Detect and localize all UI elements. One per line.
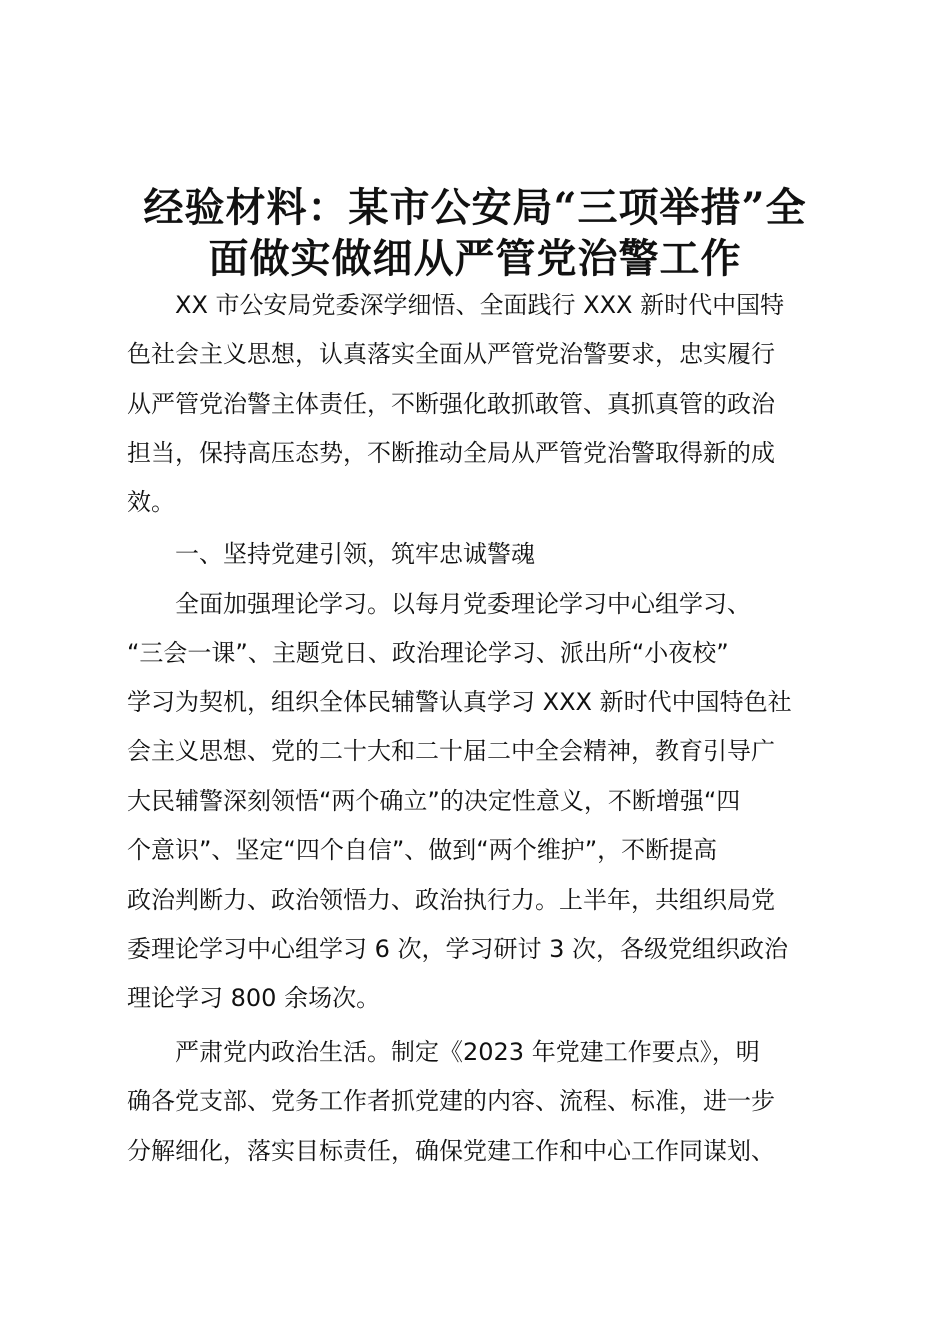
paragraph-intro-line-1: XX 市公安局党委深学细悟、全面践行 XXX 新时代中国特 xyxy=(127,291,785,319)
paragraph-intro-line-4: 担当，保持高压态势，不断推动全局从严管党治警取得新的成 xyxy=(127,439,775,467)
paragraph-study-line-8: 委理论学习中心组学习 6 次，学习研讨 3 次，各级党组织政治 xyxy=(127,935,789,963)
paragraph-study-line-2: “三会一课”、主题党日、政治理论学习、派出所“小夜校” xyxy=(127,639,729,667)
document-title-line-1: 经验材料：某市公安局“三项举措”全 xyxy=(143,184,807,231)
paragraph-study-line-4: 会主义思想、党的二十大和二十届二中全会精神，教育引导广 xyxy=(127,737,775,765)
paragraph-life-line-3: 分解细化，落实目标责任，确保党建工作和中心工作同谋划、 xyxy=(127,1137,775,1165)
paragraph-study-line-5: 大民辅警深刻领悟“两个确立”的决定性意义，不断增强“四 xyxy=(127,787,741,815)
document-title-line-2: 面做实做细从严管党治警工作 xyxy=(208,235,742,282)
paragraph-intro-line-3: 从严管党治警主体责任，不断强化敢抓敢管、真抓真管的政治 xyxy=(127,390,775,418)
section-heading-1: 一、坚持党建引领，筑牢忠诚警魂 xyxy=(127,540,535,568)
paragraph-life-line-2: 确各党支部、党务工作者抓党建的内容、流程、标准，进一步 xyxy=(127,1087,775,1115)
paragraph-study-line-7: 政治判断力、政治领悟力、政治执行力。上半年，共组织局党 xyxy=(127,886,775,914)
paragraph-study-line-1: 全面加强理论学习。以每月党委理论学习中心组学习、 xyxy=(127,590,751,618)
paragraph-study-line-9: 理论学习 800 余场次。 xyxy=(127,984,381,1012)
paragraph-intro-line-5: 效。 xyxy=(127,488,175,516)
paragraph-study-line-6: 个意识”、坚定“四个自信”、做到“两个维护”，不断提高 xyxy=(127,836,718,864)
paragraph-study-line-3: 学习为契机，组织全体民辅警认真学习 XXX 新时代中国特色社 xyxy=(127,688,792,716)
paragraph-intro-line-2: 色社会主义思想，认真落实全面从严管党治警要求，忠实履行 xyxy=(127,340,775,368)
paragraph-life-line-1: 严肃党内政治生活。制定《2023 年党建工作要点》，明 xyxy=(127,1038,760,1066)
